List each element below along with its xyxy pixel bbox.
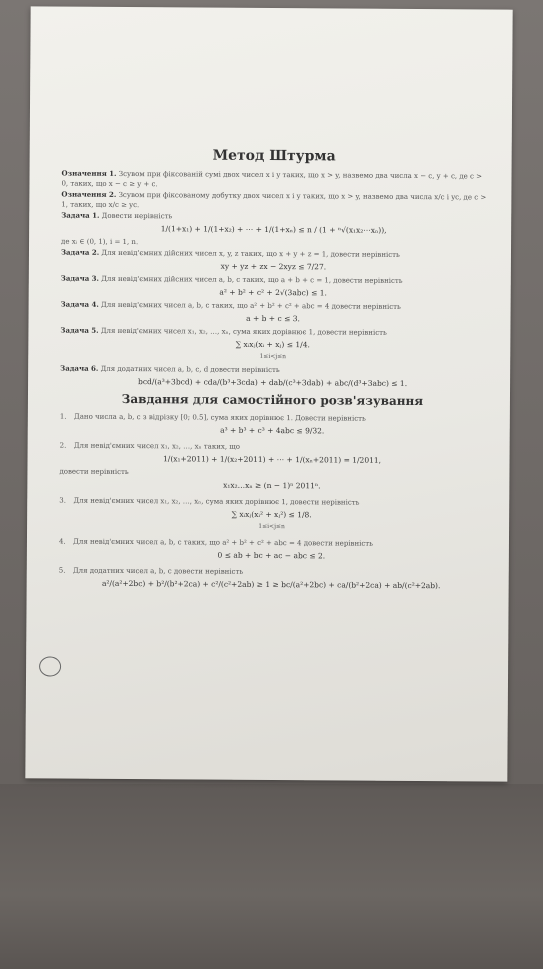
task-5 bbox=[60, 326, 485, 339]
sheet-content bbox=[59, 147, 487, 595]
definition-1-label: Означення 1. bbox=[61, 168, 117, 178]
exercise-2 bbox=[60, 441, 485, 454]
exercise-2-text: Для невід'ємних чисел x₁, x₂, …, xₙ таких, що bbox=[73, 441, 241, 451]
definition-2-label: Означення 2. bbox=[61, 189, 117, 199]
task-1-text: Довести нерівність bbox=[101, 211, 173, 221]
task-6-formula: bcd/(a³+3bcd) + cda/(b³+3cda) + dab/(c³+3dab) + abc/(d³+3abc) ≤ 1. bbox=[138, 377, 408, 388]
exercise-5 bbox=[59, 566, 484, 579]
exercise-1 bbox=[60, 412, 485, 425]
exercise-1-number: 1. bbox=[59, 412, 67, 421]
task-4-text: Для невід'ємних чисел a, b, c таких, що a² + b² + c² + abc = 4 довести нерівність bbox=[101, 300, 401, 311]
task-1-note: де xᵢ ∈ (0, 1), i = 1, n. bbox=[61, 237, 139, 247]
exercise-3-formula-text: ∑ xᵢxⱼ(xᵢ² + xⱼ²) ≤ 1/8. bbox=[231, 509, 312, 520]
section-title: Завдання для самостійного розв'язування bbox=[121, 391, 424, 409]
paper-sheet bbox=[25, 6, 512, 781]
task-1-label: Задача 1. bbox=[61, 210, 100, 220]
exercise-1-text: Дано числа a, b, c з відрізку [0; 0.5], сума яких дорівнює 1. Довести нерівність bbox=[74, 412, 366, 423]
exercise-2-text-2: довести нерівність bbox=[59, 467, 129, 477]
task-6-text: Для додатних чисел a, b, c, d довести нерівність bbox=[100, 364, 280, 375]
task-2-text: Для невід'ємних дійсних чисел x, y, z таких, що x + y + z = 1, довести нерівність bbox=[101, 248, 400, 259]
exercise-3-formula bbox=[59, 508, 484, 534]
table-surface bbox=[0, 784, 543, 969]
definition-1-text: Зсувом при фіксованій сумі двох чисел x і y таких, що x > y, назвемо два числа x − c, y + c, де c > 0, таких, що x − c ≥ y + c. bbox=[61, 169, 483, 189]
task-3 bbox=[61, 274, 486, 287]
exercise-4-formula: 0 ≤ ab + bc + ac − abc ≤ 2. bbox=[217, 550, 326, 561]
task-4-label: Задача 4. bbox=[60, 299, 99, 309]
definition-2-text: Зсувом при фіксованому добутку двох чисел x і y таких, що x > y, назвемо два числа x/c і yc, де c > 1, таких, що x/c ≥ yc. bbox=[61, 190, 487, 210]
exercise-4 bbox=[59, 537, 484, 550]
task-2-formula: xy + yz + zx − 2xyz ≤ 7/27. bbox=[220, 261, 327, 272]
task-5-sum-range: 1≤i<j≤n bbox=[259, 352, 287, 361]
exercise-4-number: 4. bbox=[58, 537, 66, 546]
task-1-formula: 1/(1+x₁) + 1/(1+x₂) + ⋯ + 1/(1+xₙ) ≤ n / (1 + ⁿ√(x₁x₂⋯xₙ)), bbox=[160, 224, 387, 235]
exercise-5-text: Для додатних чисел a, b, c довести нерівність bbox=[72, 566, 244, 576]
task-5-label: Задача 5. bbox=[60, 325, 99, 335]
task-4-formula: a + b + c ≤ 3. bbox=[246, 313, 300, 324]
exercise-5-formula: a²/(a²+2bc) + b²/(b²+2ca) + c²/(c²+2ab) ≥ 1 ≥ bc/(a²+2bc) + ca/(b²+2ca) + ab/(c²+2ab). bbox=[101, 578, 441, 591]
exercise-1-formula: a³ + b³ + c³ + 4abc ≤ 9/32. bbox=[220, 425, 325, 436]
task-5-formula-text: ∑ xᵢxⱼ(xᵢ + xⱼ) ≤ 1/4. bbox=[235, 339, 310, 350]
task-2-label: Задача 2. bbox=[60, 247, 100, 257]
exercise-3-number: 3. bbox=[59, 496, 66, 505]
exercise-4-text: Для невід'ємних чисел a, b, c таких, що a² + b² + c² + abc = 4 довести нерівність bbox=[73, 537, 374, 548]
exercise-3 bbox=[59, 496, 484, 509]
exercise-2-formula-2: x₁x₂…xₙ ≥ (n − 1)ⁿ 2011ⁿ. bbox=[223, 480, 321, 491]
pen-circle-mark bbox=[39, 656, 61, 676]
definition-1 bbox=[61, 169, 486, 192]
exercise-2-formula: 1/(x₁+2011) + 1/(x₂+2011) + ⋯ + 1/(xₙ+2011) = 1/2011, bbox=[163, 454, 382, 465]
task-3-formula: a² + b² + c² + 2√(3abc) ≤ 1. bbox=[219, 287, 327, 298]
exercise-2-number: 2. bbox=[59, 441, 67, 450]
exercise-3-text: Для невід'ємних чисел x₁, x₂, …, xₙ, сума яких дорівнює 1, довести нерівність bbox=[73, 496, 360, 507]
exercise-3-sum-range: 1≤i<j≤n bbox=[258, 522, 285, 531]
document-title: Метод Штурма bbox=[212, 147, 336, 165]
task-6 bbox=[60, 364, 485, 377]
task-1 bbox=[61, 211, 486, 224]
task-5-formula bbox=[60, 338, 485, 364]
exercise-5-number: 5. bbox=[58, 566, 66, 575]
task-2 bbox=[61, 248, 486, 261]
task-5-text: Для невід'ємних чисел x₁, x₂, …, xₙ, сума яких дорівнює 1, довести нерівність bbox=[100, 326, 387, 337]
task-3-text: Для невід'ємних дійсних чисел a, b, c таких, що a + b + c = 1, довести нерівність bbox=[101, 274, 403, 285]
task-6-label: Задача 6. bbox=[60, 363, 99, 373]
task-3-label: Задача 3. bbox=[60, 273, 100, 283]
definition-2 bbox=[61, 190, 486, 213]
task-4 bbox=[61, 300, 486, 313]
